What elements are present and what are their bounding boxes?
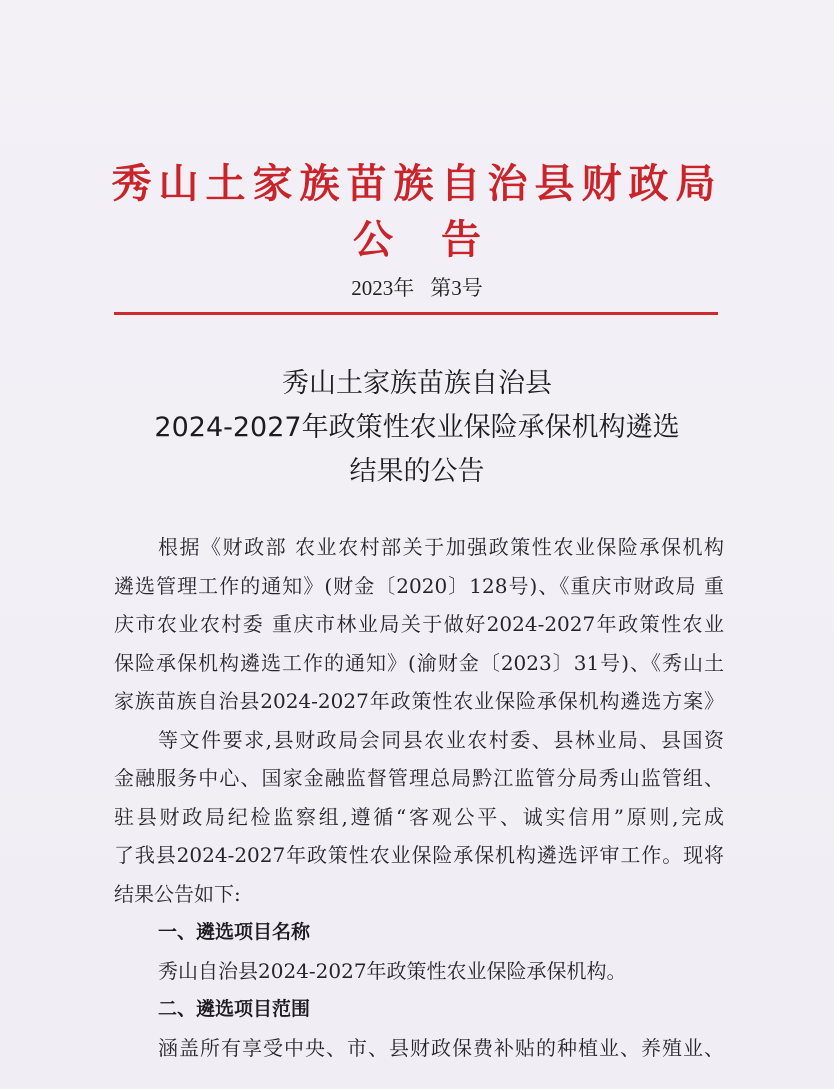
body-line: 庆市农业农村委 重庆市林业局关于做好2024-2027年政策性农业 (114, 612, 724, 636)
body-line: 根据《财政部 农业农村部关于加强政策性农业保险承保机构 (158, 535, 724, 559)
document-subject (0, 362, 834, 494)
notice-heading (0, 208, 834, 265)
body-line: 结果公告如下: (114, 881, 241, 906)
body-line: 保险承保机构遴选工作的通知》(渝财金〔2023〕31号)、《秀山土 (114, 650, 724, 675)
notice-char-1: 公 (353, 216, 393, 263)
document-serial: 第3号 (430, 276, 483, 300)
red-divider-rule (114, 312, 718, 315)
body-line: 遴选管理工作的通知》(财金〔2020〕128号)、《重庆市财政局 重 (114, 573, 724, 598)
body-line: 家族苗族自治县2024-2027年政策性农业保险承保机构遴选方案》 (114, 689, 724, 713)
section-1-heading: 一、遴选项目名称 (158, 921, 311, 943)
issuer-title: 秀山土家族苗族自治县财政局 (111, 160, 723, 207)
subject-line-3: 结果的公告 (349, 456, 485, 487)
subject-line-1: 秀山土家族苗族自治县 (282, 368, 552, 399)
body-line: 等文件要求,县财政局会同县农业农村委、县林业局、县国资 (158, 727, 724, 752)
notice-char-2: 告 (441, 216, 481, 263)
subject-line-2: 2024-2027年政策性农业保险承保机构遴选 (154, 412, 680, 443)
section-2-text: 涵盖所有享受中央、市、县财政保费补贴的种植业、养殖业、 (158, 1035, 724, 1060)
body-line: 了我县2024-2027年政策性农业保险承保机构遴选评审工作。现将 (114, 843, 724, 867)
document-year: 2023年 (351, 276, 415, 300)
document-body (114, 528, 724, 1067)
body-line: 驻县财政局纪检监察组,遵循“客观公平、诚实信用”原则,完成 (114, 804, 724, 829)
document-number (0, 272, 834, 302)
body-line: 金融服务中心、国家金融监督管理总局黔江监管分局秀山监管组、 (114, 766, 724, 790)
section-1-text: 秀山自治县2024-2027年政策性农业保险承保机构。 (158, 958, 627, 983)
section-2-heading: 二、遴选项目范围 (158, 998, 311, 1020)
